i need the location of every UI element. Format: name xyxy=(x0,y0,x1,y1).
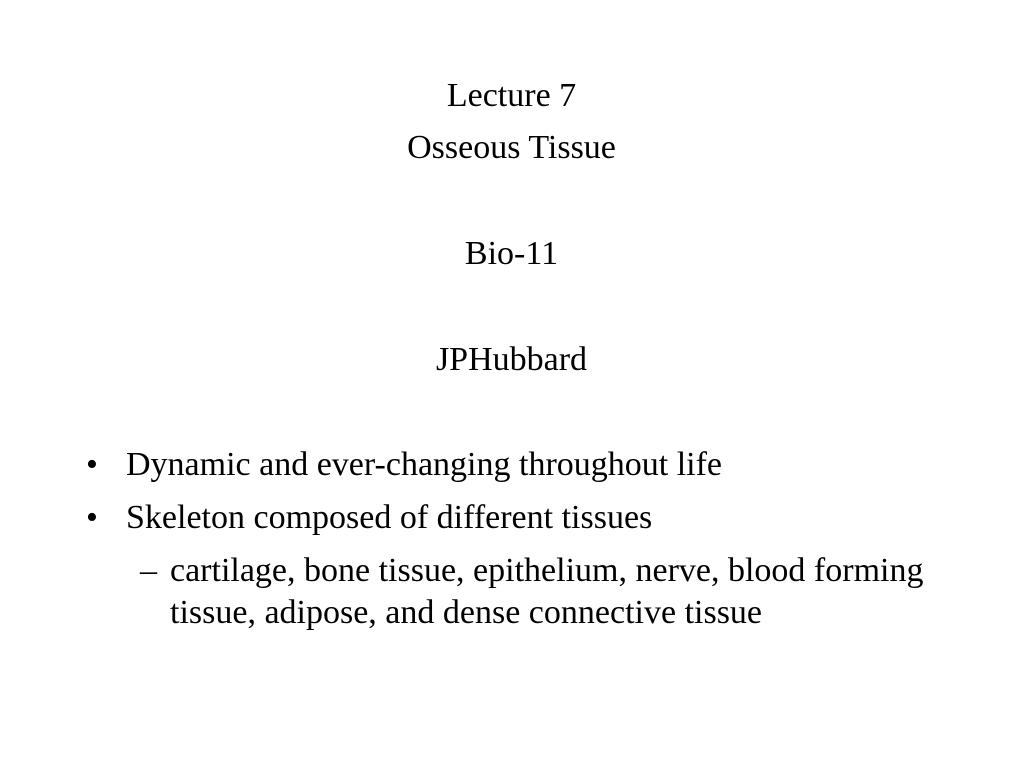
author-name: JPHubbard xyxy=(435,341,588,378)
bullet-text: Dynamic and ever-changing throughout life xyxy=(126,446,723,483)
lecture-number: Lecture 7 xyxy=(446,77,577,114)
bullet-marker: • xyxy=(86,499,98,536)
course-code: Bio-11 xyxy=(464,235,559,272)
sub-bullet-text: cartilage, bone tissue, epithelium, nerve, blood forming tissue, adipose, and dense connective tissue xyxy=(170,552,924,631)
sub-bullet-item xyxy=(140,550,940,634)
bullet-text: Skeleton composed of different tissues xyxy=(126,499,653,536)
sub-bullet-marker: – xyxy=(140,552,157,589)
bullet-marker: • xyxy=(86,446,98,483)
lecture-topic: Osseous Tissue xyxy=(407,129,616,166)
